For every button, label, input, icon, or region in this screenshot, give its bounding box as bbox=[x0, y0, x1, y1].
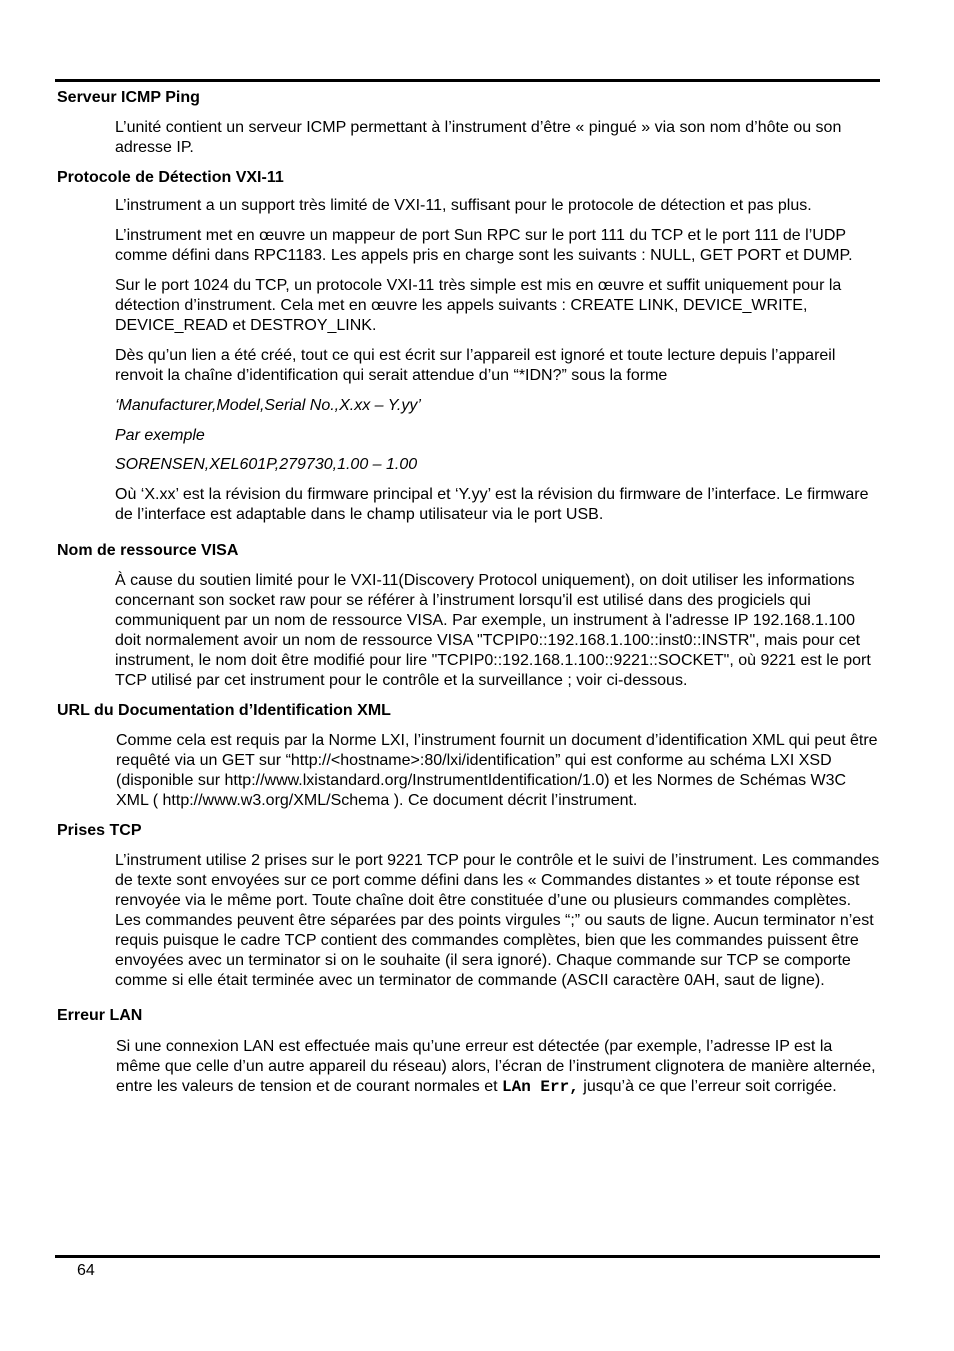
heading-xml: URL du Documentation d’Identification XML bbox=[57, 702, 391, 719]
page-number: 64 bbox=[77, 1262, 95, 1279]
paragraph-vxi11-idn: Dès qu’un lien a été créé, tout ce qui est écrit sur l’appareil est ignoré et toute lecture depuis l’appareil renvoit la chaîne d’identification qui serait attendue d’un “*IDN?” sous la forme bbox=[115, 347, 836, 384]
lan-text-before: Si une connexion LAN est effectuée mais qu’une erreur est détectée (par exemple, l’adresse IP est la même que celle d’un autre appareil du réseau) alors, l’écran de l’instrument clignotera de manière alternée, entre les valeurs de tension et de courant normales et bbox=[116, 1038, 876, 1095]
heading-tcp: Prises TCP bbox=[57, 822, 142, 839]
lan-text-after: jusqu’à ce que l’erreur soit corrigée. bbox=[578, 1078, 837, 1095]
paragraph-vxi11-rpc: L’instrument met en œuvre un mappeur de port Sun RPC sur le port 111 du TCP et le port 111 de l’UDP comme défini dans RPC1183. Les appels pris en charge sont les suivants : NULL, GET PORT et DUMP. bbox=[115, 227, 853, 264]
example-label: Par exemple bbox=[115, 427, 205, 444]
paragraph-firmware: Où ‘X.xx’ est la révision du firmware principal et ‘Y.yy’ est la révision du firmware de l’interface. Le firmware de l’interface est adaptable dans le champ utilisateur via le port USB. bbox=[115, 486, 869, 523]
paragraph-icmp: L’unité contient un serveur ICMP permettant à l’instrument d’être « pingué » via son nom d’hôte ou son adresse IP. bbox=[115, 119, 842, 156]
paragraph-vxi11-support: L’instrument a un support très limité de VXI-11, suffisant pour le protocole de détection et pas plus. bbox=[115, 197, 812, 214]
top-rule bbox=[55, 79, 880, 82]
paragraph-xml: Comme cela est requis par la Norme LXI, l’instrument fournit un document d’identification XML qui peut être requêté via un GET sur “http://<hostname>:80/lxi/identification” qui est conforme au schéma LXI XSD (disponible sur http://www.lxistandard.org/InstrumentIdentification/1.0) et les Normes de Schémas W3C XML ( http://www.w3.org/XML/Schema ). Ce document décrit l’instrument. bbox=[116, 732, 878, 809]
paragraph-vxi11-tcp: Sur le port 1024 du TCP, un protocole VXI-11 très simple est mis en œuvre et suffit uniquement pour la détection d’instrument. Cela met en œuvre les appels suivants : CREATE LINK, DEVICE_WRITE, DEVICE_READ et DESTROY_LINK. bbox=[115, 277, 842, 334]
paragraph-tcp: L’instrument utilise 2 prises sur le port 9221 TCP pour le contrôle et le suivi de l’instrument. Les commandes de texte sont envoyées sur ce port comme défini dans les « Commandes distantes » et toute réponse est renvoyée via le même port. Toute chaîne doit être constituée d’une ou plusieurs commandes complètes. Les commandes peuvent être séparées par des points virgules “;” ou sauts de ligne. Aucun terminator n’est requis puisque le cadre TCP contient des commandes complètes, bien que les commandes puissent être envoyées avec un terminator si on le souhaite (il sera ignoré). Chaque commande sur TCP se comporte comme si elle était terminée avec un terminator de commande (ASCII caractère 0AH, saut de ligne). bbox=[115, 852, 880, 989]
lan-err-code: LAn Err, bbox=[502, 1078, 579, 1096]
heading-icmp: Serveur ICMP Ping bbox=[57, 89, 200, 106]
heading-visa: Nom de ressource VISA bbox=[57, 542, 239, 559]
bottom-rule bbox=[55, 1255, 880, 1258]
idn-example: SORENSEN,XEL601P,279730,1.00 – 1.00 bbox=[115, 456, 418, 473]
paragraph-visa: À cause du soutien limité pour le VXI-11(Discovery Protocol uniquement), on doit utiliser les informations concernant son socket raw pour se référer à l’instrument lorsqu'il est utilisé dans des progiciels qui communiquent par un nom de ressource VISA. Par exemple, un instrument à l'adresse IP 192.168.1.100 doit normalement avoir un nom de ressource VISA "TCPIP0::192.168.1.100::inst0::INSTR", mais pour cet instrument, le nom doit être modifié pour lire "TCPIP0::192.168.1.100::9221::SOCKET", où 9221 est le port TCP utilisé par cet instrument pour le contrôle et la surveillance ; voir ci-dessous. bbox=[115, 572, 871, 689]
paragraph-lan bbox=[116, 1037, 880, 1097]
heading-lan: Erreur LAN bbox=[57, 1007, 143, 1024]
heading-vxi11: Protocole de Détection VXI-11 bbox=[57, 169, 284, 186]
idn-format: ‘Manufacturer,Model,Serial No.,X.xx – Y.yy’ bbox=[115, 397, 421, 414]
document-body bbox=[57, 86, 880, 1097]
